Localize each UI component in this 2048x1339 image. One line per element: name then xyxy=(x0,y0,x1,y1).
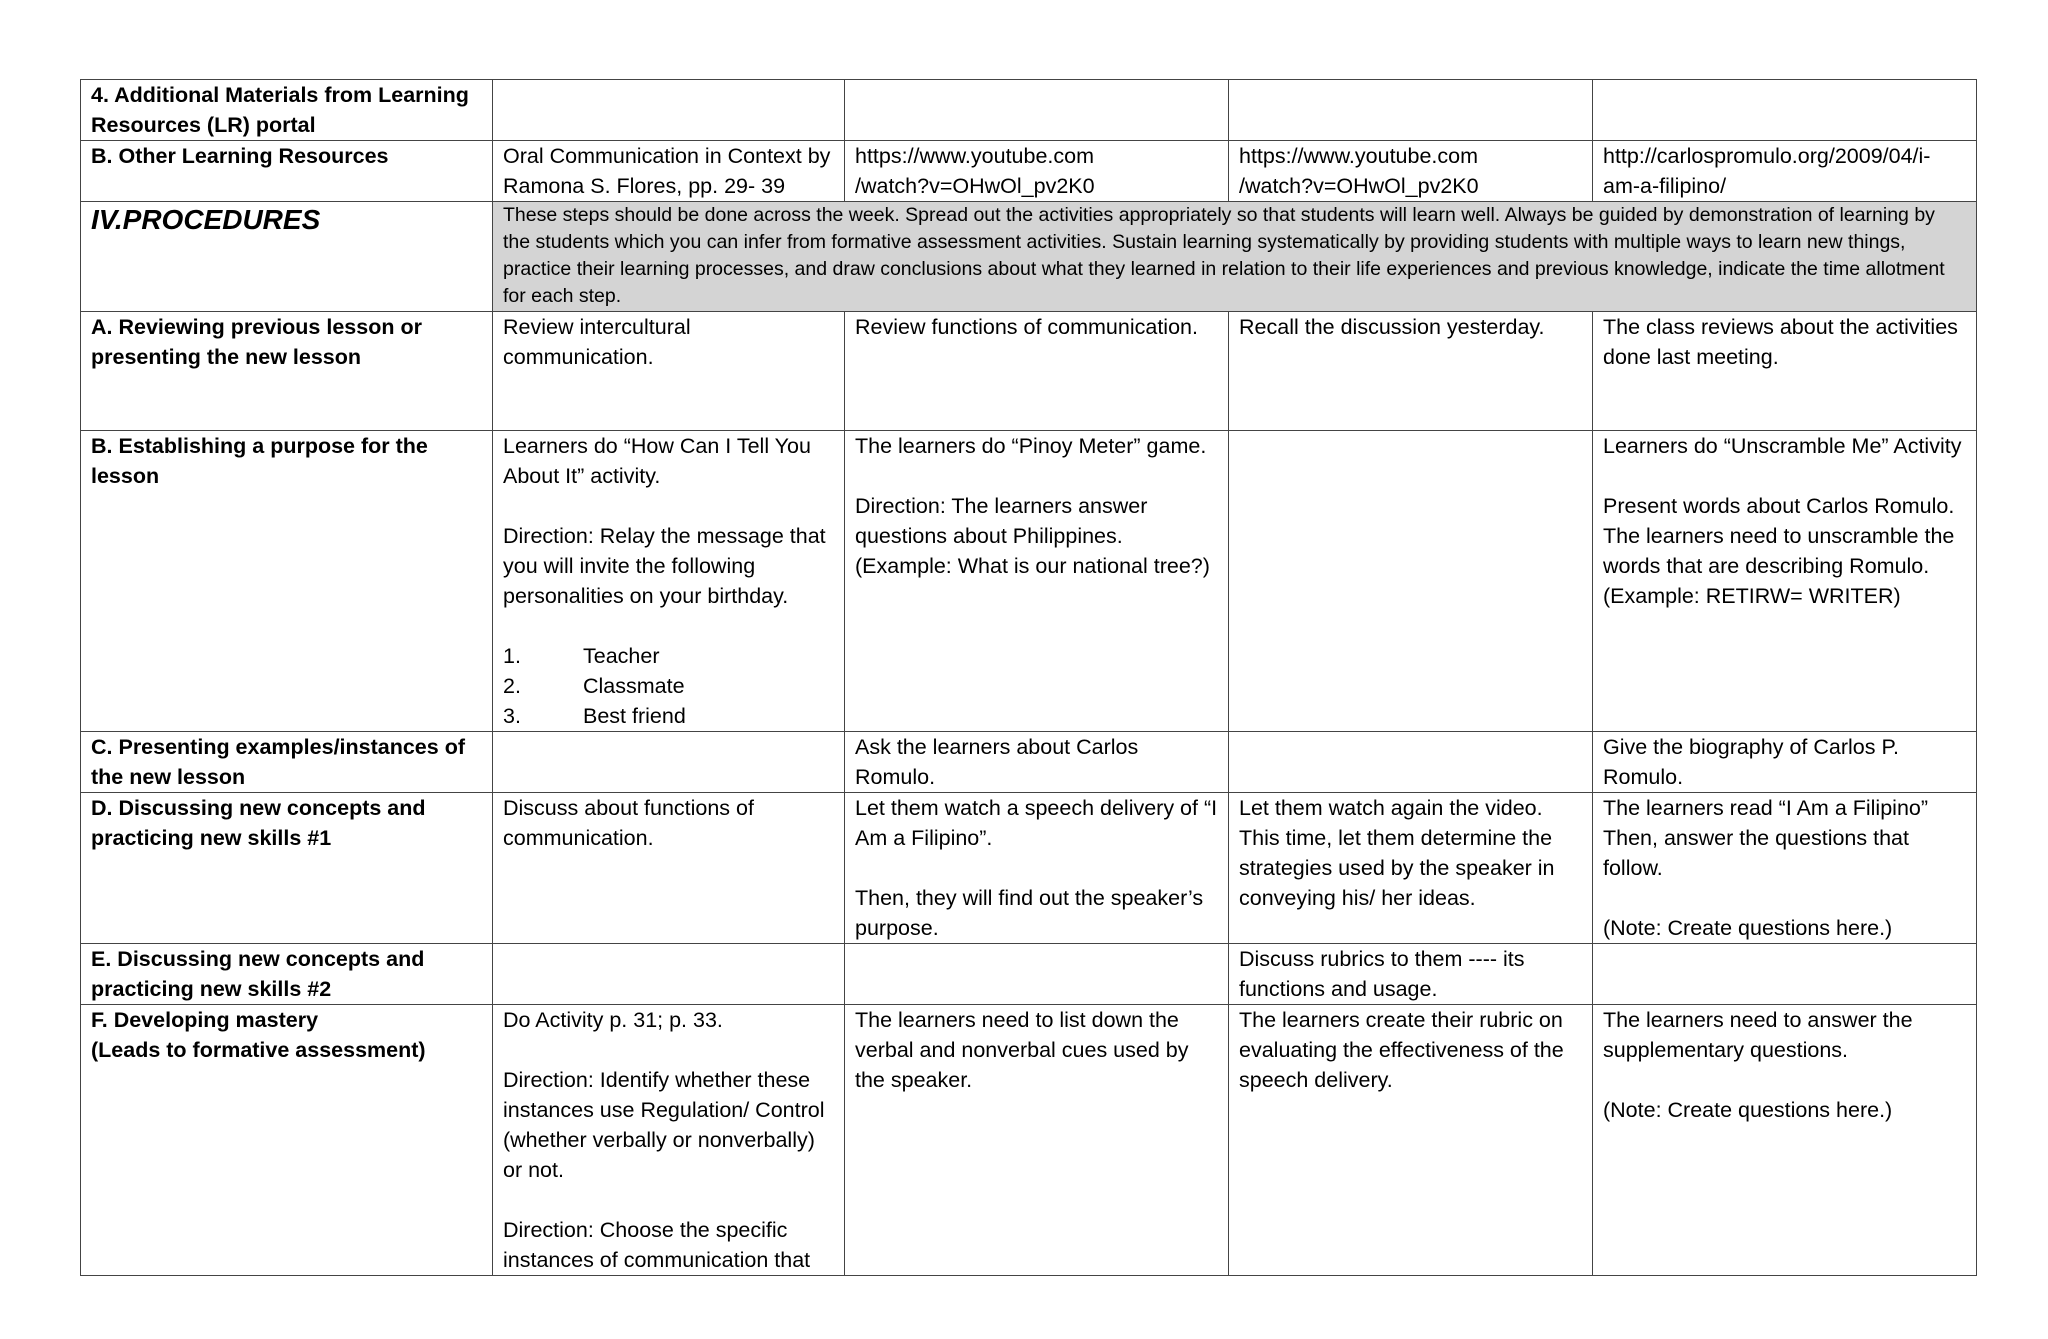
mastery-label-line2: (Leads to formative assessment) xyxy=(91,1038,426,1062)
row-reviewing xyxy=(81,312,1977,431)
additional-materials-day4 xyxy=(1593,80,1977,141)
spacer xyxy=(1603,883,1966,913)
discussing1-day1: Discuss about functions of communication. xyxy=(493,793,845,944)
mastery-day3: The learners create their rubric on evaluating the effectiveness of the speech delivery. xyxy=(1229,1005,1593,1276)
mastery-day1-b: Direction: Identify whether these instances use Regulation/ Control (whether verbally or nonverbally) or not. xyxy=(503,1068,825,1182)
list-item xyxy=(503,641,834,671)
other-resources-day3 xyxy=(1229,141,1593,202)
discussing1-day4-a: The learners read “I Am a Filipino” Then, answer the questions that follow. xyxy=(1603,796,1929,880)
youtube-link-line2[interactable]: /watch?v=OHwOl_pv2K0 xyxy=(855,174,1095,198)
spacer xyxy=(503,1035,834,1065)
presenting-day1 xyxy=(493,732,845,793)
mastery-day1-c: Direction: Choose the specific instances of communication that xyxy=(503,1218,811,1272)
row-discussing1 xyxy=(81,793,1977,944)
lesson-plan-table xyxy=(80,79,1977,1276)
presenting-day2: Ask the learners about Carlos Romulo. xyxy=(845,732,1229,793)
discussing1-day4 xyxy=(1593,793,1977,944)
purpose-day2-intro: The learners do “Pinoy Meter” game. xyxy=(855,434,1207,458)
row-procedures xyxy=(81,202,1977,312)
procedures-title-cell xyxy=(81,202,493,312)
spacer xyxy=(855,853,1218,883)
discussing2-day3: Discuss rubrics to them ---- its functions and usage. xyxy=(1229,944,1593,1005)
mastery-day4-a: The learners need to answer the supplementary questions. xyxy=(1603,1008,1913,1062)
row-purpose xyxy=(81,431,1977,732)
reviewing-day4: The class reviews about the activities done last meeting. xyxy=(1593,312,1977,431)
list-item xyxy=(503,701,834,731)
discussing1-label: D. Discussing new concepts and practicing new skills #1 xyxy=(81,793,493,944)
discussing1-day2-b: Then, they will find out the speaker’s purpose. xyxy=(855,886,1204,940)
presenting-day4: Give the biography of Carlos P. Romulo. xyxy=(1593,732,1977,793)
discussing1-day4-b: (Note: Create questions here.) xyxy=(1603,916,1893,940)
reviewing-label: A. Reviewing previous lesson or presenting the new lesson xyxy=(81,312,493,431)
mastery-day1-a: Do Activity p. 31; p. 33. xyxy=(503,1008,723,1032)
list-number: 2. xyxy=(503,674,521,698)
youtube-link-line1[interactable]: https://www.youtube.com xyxy=(855,144,1094,168)
youtube-link-line2[interactable]: /watch?v=OHwOl_pv2K0 xyxy=(1239,174,1479,198)
procedures-note: These steps should be done across the week. Spread out the activities appropriately so that students will learn well. Always be guided by demonstration of learning by the students which you can infer from formative assessment activities. Sustain learning systematically by providing students with multiple ways to learn new things, practice their learning processes, and draw conclusions about what they learned in relation to their life experiences and previous knowledge, indicate the time allotment for each step. xyxy=(493,202,1977,312)
discussing2-label: E. Discussing new concepts and practicing new skills #2 xyxy=(81,944,493,1005)
presenting-day3 xyxy=(1229,732,1593,793)
other-resources-day4 xyxy=(1593,141,1977,202)
row-mastery xyxy=(81,1005,1977,1276)
discussing2-day1 xyxy=(493,944,845,1005)
purpose-day1-direction: Direction: Relay the message that you will invite the following personalities on your birthday. xyxy=(503,524,826,608)
reviewing-day1: Review intercultural communication. xyxy=(493,312,845,431)
romulo-link-line2[interactable]: am-a-filipino/ xyxy=(1603,174,1727,198)
purpose-day4-intro: Learners do “Unscramble Me” Activity xyxy=(1603,434,1962,458)
list-number: 1. xyxy=(503,644,521,668)
purpose-day1-intro: Learners do “How Can I Tell You About It” activity. xyxy=(503,434,811,488)
procedures-title: IV.PROCEDURES xyxy=(91,204,321,235)
additional-materials-day3 xyxy=(1229,80,1593,141)
purpose-day4 xyxy=(1593,431,1977,732)
presenting-label: C. Presenting examples/instances of the new lesson xyxy=(81,732,493,793)
mastery-day4 xyxy=(1593,1005,1977,1276)
purpose-day4-direction: Present words about Carlos Romulo. The learners need to unscramble the words that are describing Romulo. (Example: RETIRW= WRITER) xyxy=(1603,494,1955,608)
mastery-day4-b: (Note: Create questions here.) xyxy=(1603,1098,1893,1122)
list-item xyxy=(503,671,834,701)
additional-materials-label: 4. Additional Materials from Learning Resources (LR) portal xyxy=(81,80,493,141)
purpose-label: B. Establishing a purpose for the lesson xyxy=(81,431,493,732)
discussing1-day2 xyxy=(845,793,1229,944)
mastery-day2: The learners need to list down the verbal and nonverbal cues used by the speaker. xyxy=(845,1005,1229,1276)
discussing1-day3: Let them watch again the video. This time, let them determine the strategies used by the speaker in conveying his/ her ideas. xyxy=(1229,793,1593,944)
row-additional-materials xyxy=(81,80,1977,141)
discussing1-day2-a: Let them watch a speech delivery of “I Am a Filipino”. xyxy=(855,796,1218,850)
additional-materials-day2 xyxy=(845,80,1229,141)
other-resources-label: B. Other Learning Resources xyxy=(81,141,493,202)
other-resources-day2 xyxy=(845,141,1229,202)
row-other-resources xyxy=(81,141,1977,202)
discussing2-day2 xyxy=(845,944,1229,1005)
list-text: Best friend xyxy=(583,704,686,728)
spacer xyxy=(1603,461,1966,491)
row-discussing2 xyxy=(81,944,1977,1005)
mastery-label-line1: F. Developing mastery xyxy=(91,1008,319,1032)
spacer xyxy=(1603,1065,1966,1095)
list-text: Classmate xyxy=(583,674,685,698)
other-resources-day1: Oral Communication in Context by Ramona S. Flores, pp. 29- 39 xyxy=(493,141,845,202)
purpose-day1 xyxy=(493,431,845,732)
youtube-link-line1[interactable]: https://www.youtube.com xyxy=(1239,144,1478,168)
purpose-day2-direction: Direction: The learners answer questions about Philippines. (Example: What is our national tree?) xyxy=(855,494,1210,578)
discussing2-day4 xyxy=(1593,944,1977,1005)
spacer xyxy=(503,491,834,521)
list-number: 3. xyxy=(503,704,521,728)
romulo-link-line1[interactable]: http://carlospromulo.org/2009/04/i- xyxy=(1603,144,1931,168)
spacer xyxy=(503,1185,834,1215)
spacer xyxy=(855,461,1218,491)
additional-materials-day1 xyxy=(493,80,845,141)
purpose-day2 xyxy=(845,431,1229,732)
mastery-day1 xyxy=(493,1005,845,1276)
spacer xyxy=(503,611,834,641)
mastery-label xyxy=(81,1005,493,1276)
purpose-day3 xyxy=(1229,431,1593,732)
row-presenting xyxy=(81,732,1977,793)
reviewing-day3: Recall the discussion yesterday. xyxy=(1229,312,1593,431)
reviewing-day2: Review functions of communication. xyxy=(845,312,1229,431)
list-text: Teacher xyxy=(583,644,660,668)
